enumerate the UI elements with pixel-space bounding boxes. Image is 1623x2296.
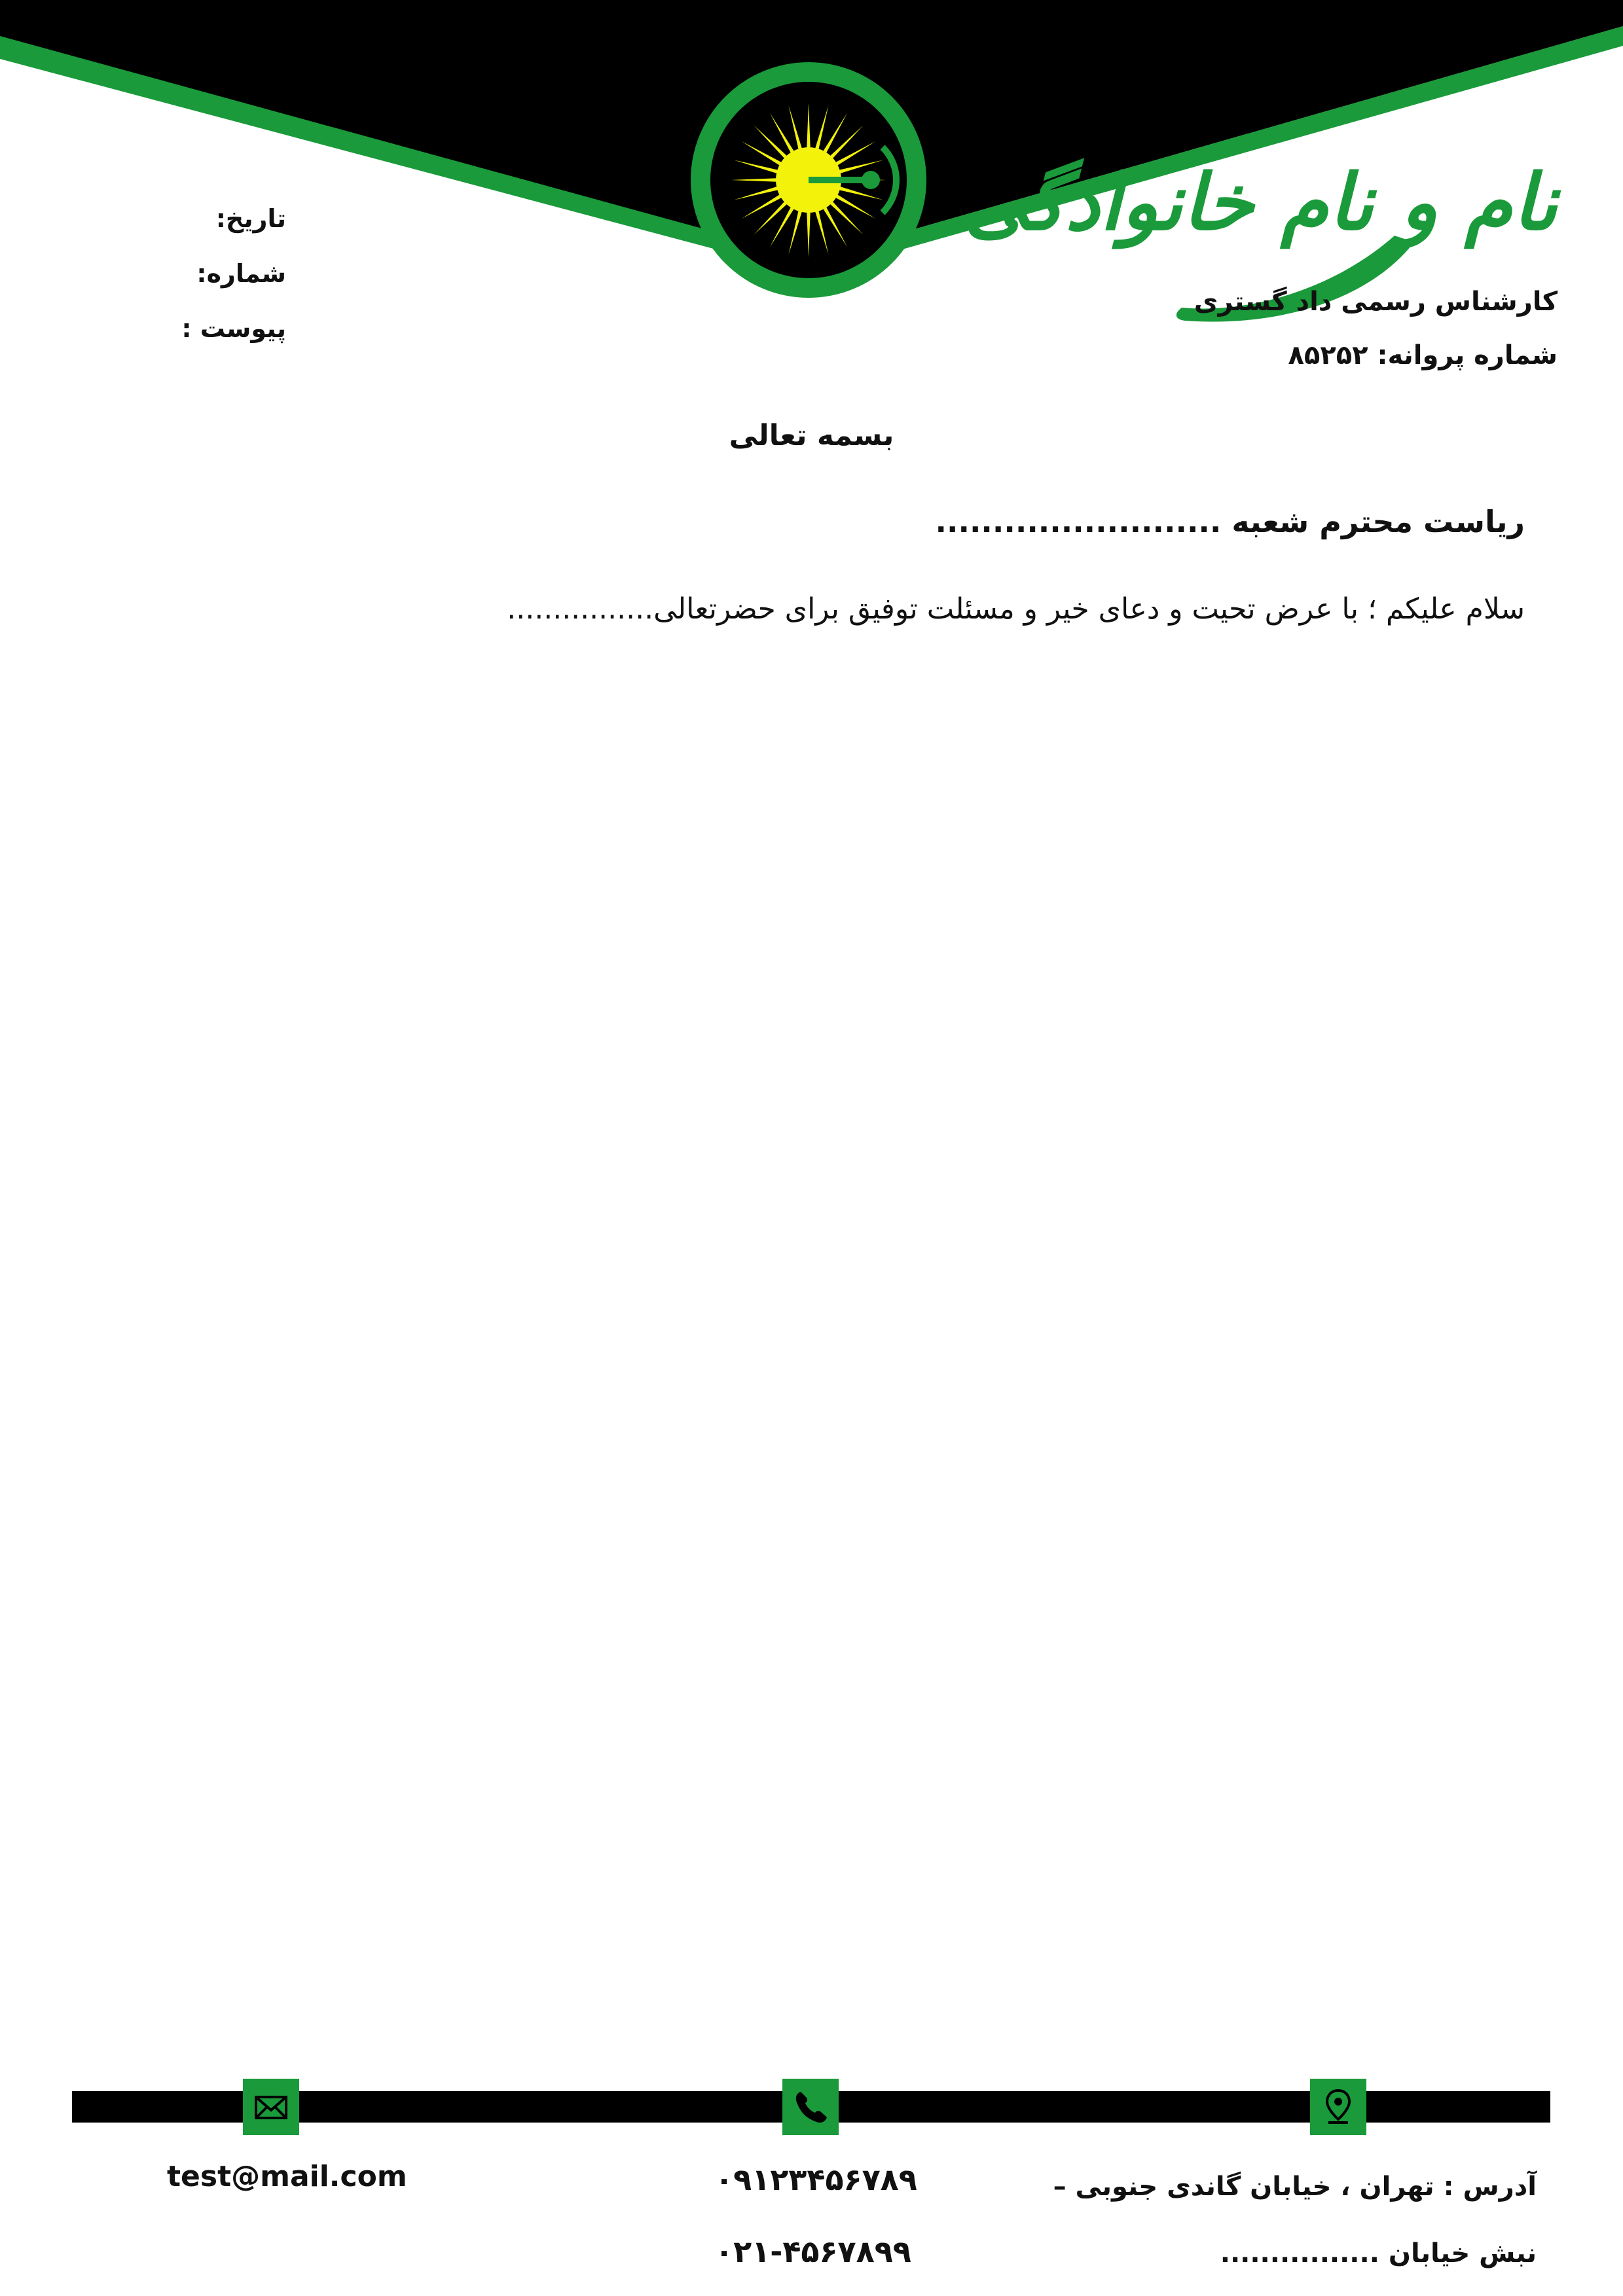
phone-icon-box xyxy=(782,2079,839,2135)
salutation-heading: بسمه تعالی xyxy=(729,419,894,452)
email-icon-box xyxy=(243,2079,299,2135)
sun-emblem-icon xyxy=(691,62,926,298)
number-label: شماره: xyxy=(196,259,286,288)
location-pin-icon-box xyxy=(1310,2079,1366,2135)
footer-email: test@mail.com xyxy=(167,2160,407,2193)
greeting-line: سلام علیکم ؛ با عرض تحیت و دعای خیر و مسئلت توفیق برای حضرتعالی................ xyxy=(507,592,1525,626)
recipient-line: ریاست محترم شعبه ......................... xyxy=(935,504,1525,539)
date-label: تاریخ: xyxy=(215,204,286,233)
license-number: شماره پروانه: ۸۵۲۵۲ xyxy=(1288,340,1558,370)
footer-address-line2: نبش خیابان ................ xyxy=(1220,2238,1537,2269)
location-pin-icon xyxy=(1319,2088,1357,2126)
email-icon xyxy=(252,2088,290,2126)
attachment-label: پیوست : xyxy=(181,314,286,343)
phone-icon xyxy=(792,2088,830,2126)
footer-address-line1: آدرس : تهران ، خیابان گاندی جنوبی – xyxy=(1053,2172,1537,2202)
owner-name: نام و نام خانوادگی xyxy=(964,156,1558,247)
footer-mobile: ۰۹۱۲۳۴۵۶۷۸۹ xyxy=(715,2162,917,2197)
footer-phone: ۰۲۱-۴۵۶۷۸۹۹ xyxy=(715,2234,911,2269)
owner-title: کارشناس رسمی داد گستری xyxy=(1194,287,1558,317)
